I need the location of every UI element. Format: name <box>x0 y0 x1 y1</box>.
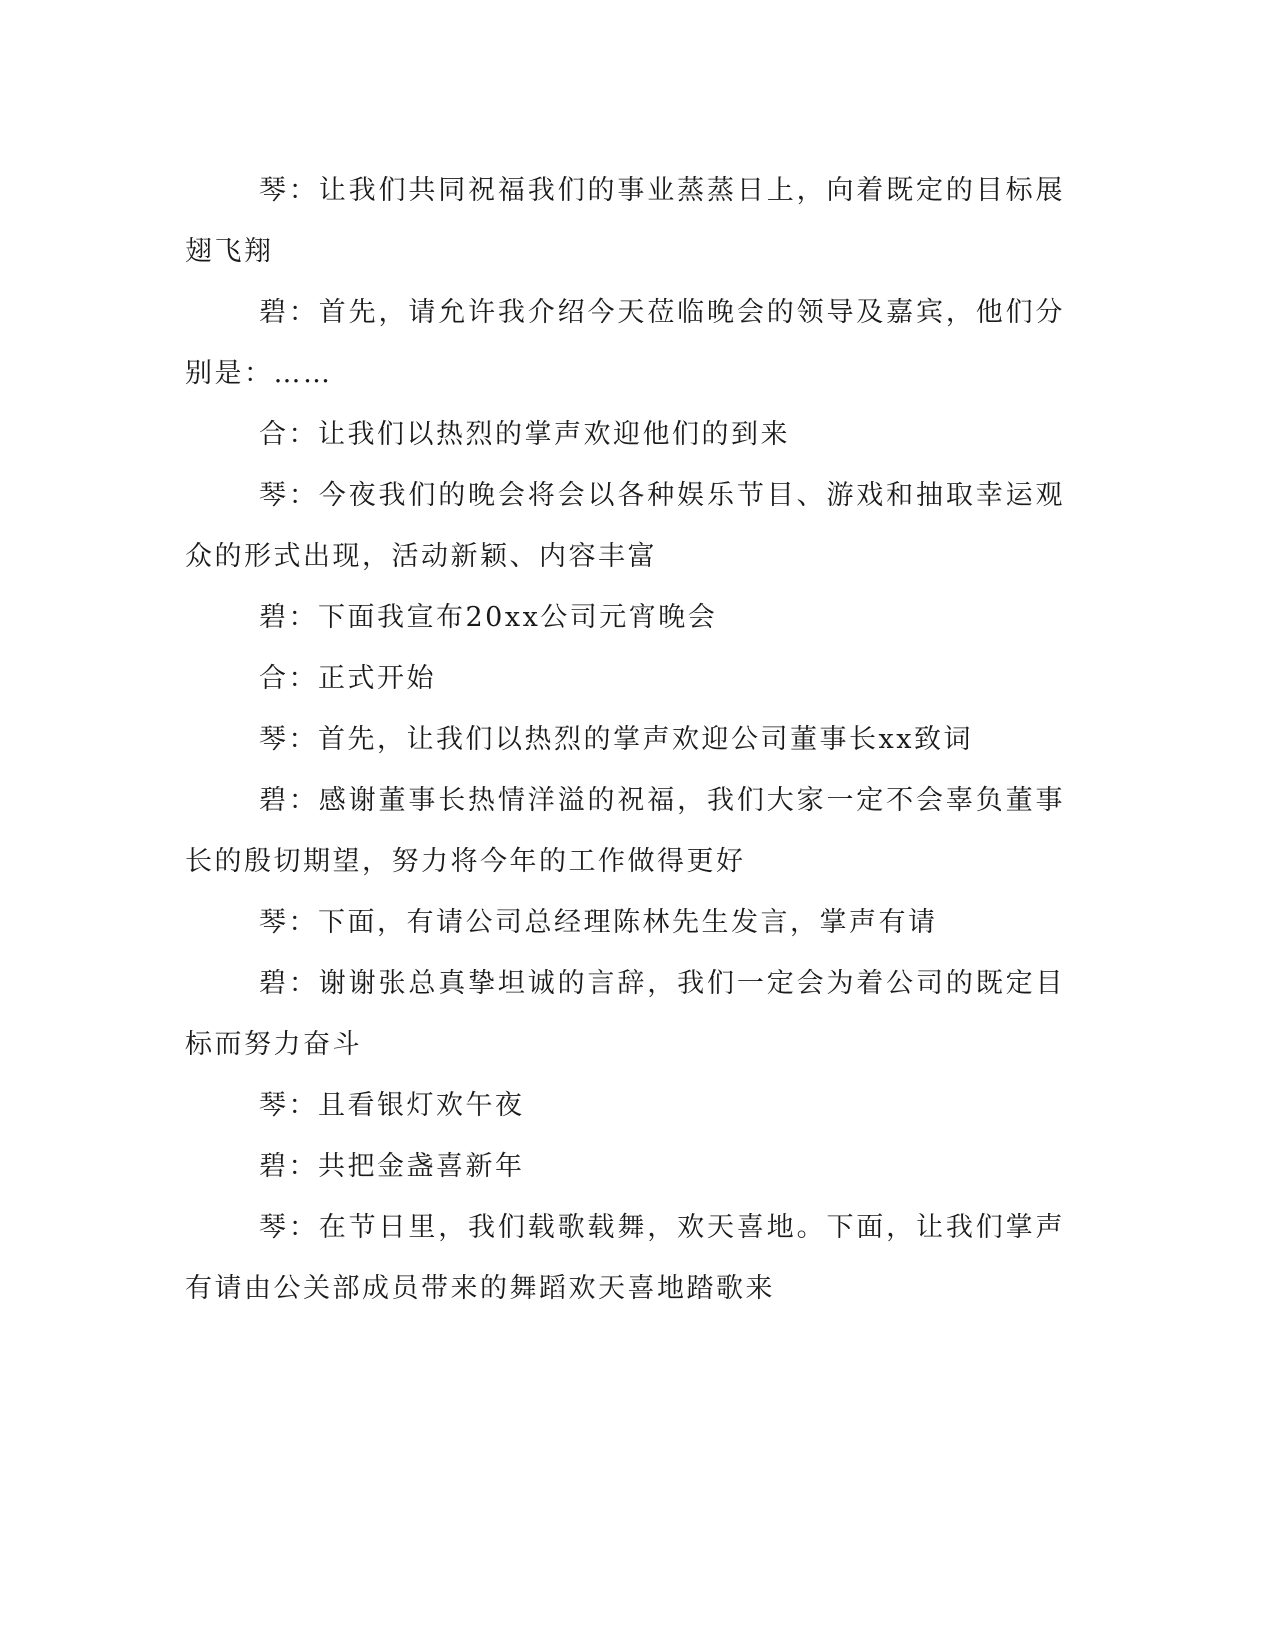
paragraph: 合：正式开始 <box>259 663 436 694</box>
paragraph: 琴：首先，让我们以热烈的掌声欢迎公司董事长xx致词 <box>259 724 973 755</box>
paragraph: 琴：下面，有请公司总经理陈林先生发言，掌声有请 <box>259 907 938 938</box>
paragraph: 碧：感谢董事长热情洋溢的祝福，我们大家一定不会辜负董事长的殷切期望，努力将今年的工作做得更好 <box>185 785 1065 877</box>
document-body <box>185 160 1065 1319</box>
paragraph: 合：让我们以热烈的掌声欢迎他们的到来 <box>259 419 790 450</box>
paragraph: 碧：谢谢张总真挚坦诚的言辞，我们一定会为着公司的既定目标而努力奋斗 <box>185 968 1065 1060</box>
paragraph: 琴：让我们共同祝福我们的事业蒸蒸日上，向着既定的目标展翅飞翔 <box>185 175 1065 267</box>
paragraph: 碧：下面我宣布20xx公司元宵晚会 <box>259 602 718 633</box>
paragraph: 碧：共把金盏喜新年 <box>259 1151 525 1182</box>
paragraph: 琴：且看银灯欢午夜 <box>259 1090 525 1121</box>
paragraph: 琴：今夜我们的晚会将会以各种娱乐节目、游戏和抽取幸运观众的形式出现，活动新颖、内容丰富 <box>185 480 1065 572</box>
paragraph: 琴：在节日里，我们载歌载舞，欢天喜地。下面，让我们掌声有请由公关部成员带来的舞蹈欢天喜地踏歌来 <box>185 1212 1065 1304</box>
paragraph: 碧：首先，请允许我介绍今天莅临晚会的领导及嘉宾，他们分别是：…… <box>185 297 1065 389</box>
